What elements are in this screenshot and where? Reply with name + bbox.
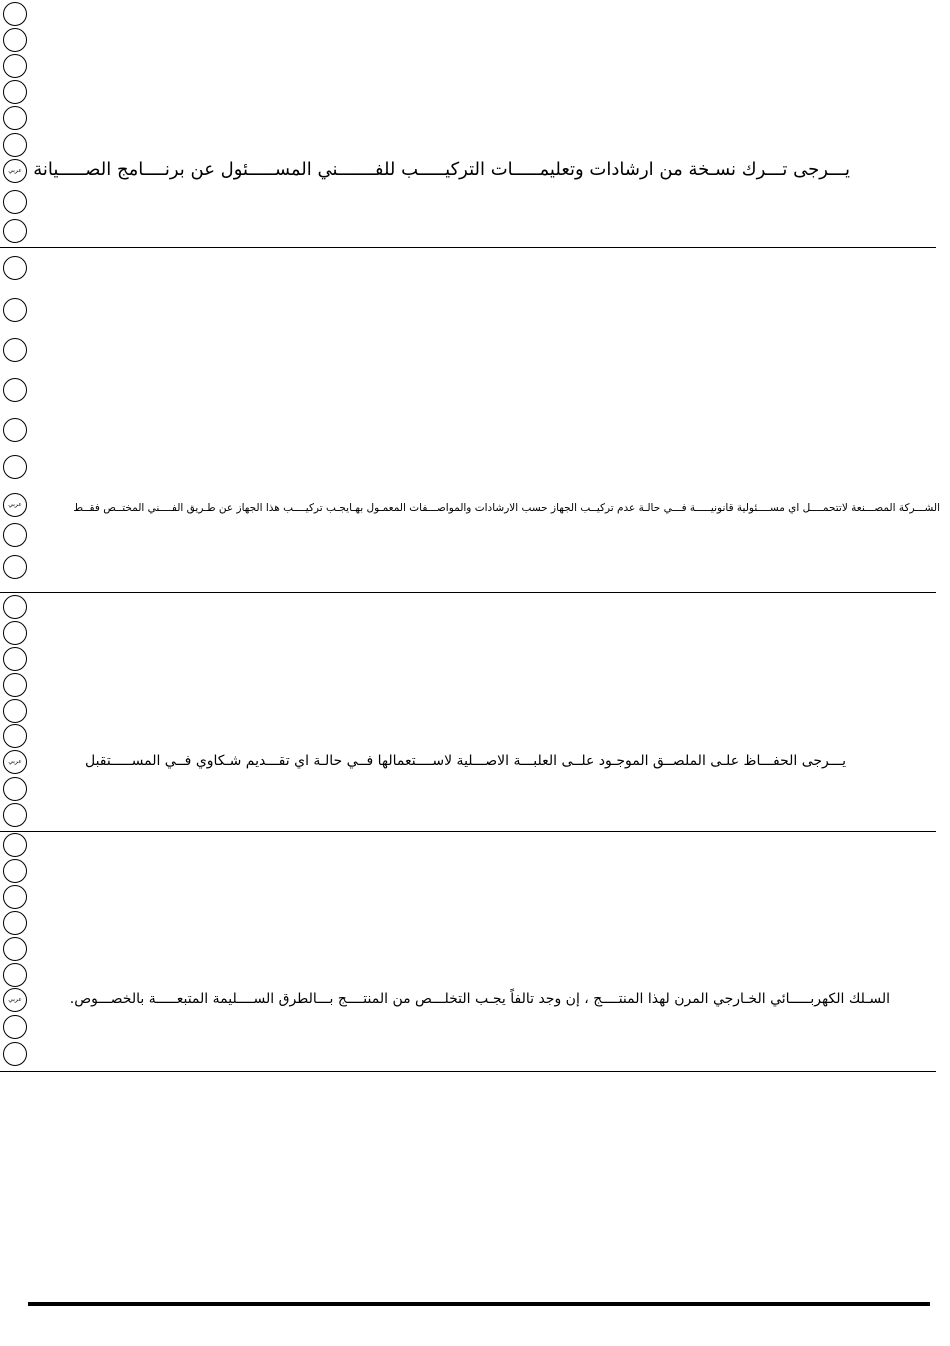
binding-hole — [3, 133, 27, 157]
section-divider — [0, 247, 936, 248]
arabic-language-tag: عربي — [3, 988, 27, 1012]
binding-hole — [3, 885, 27, 909]
binding-hole — [3, 647, 27, 671]
instruction-text-4: السـلك الكهربـــــائي الخـارجي المرن لهذا المنتــــج ، إن وجد تالفاً يجـب التخلـــص من المنتــــج بـــالطرق الســــليمة المتبعـــــة بالخصـــوص. — [69, 991, 890, 1007]
section-divider — [0, 592, 936, 593]
binding-hole — [3, 833, 27, 857]
binding-hole — [3, 298, 27, 322]
binding-hole — [3, 256, 27, 280]
binding-hole — [3, 911, 27, 935]
binding-hole — [3, 777, 27, 801]
binding-hole — [3, 803, 27, 827]
section-divider — [0, 831, 936, 832]
binding-hole — [3, 555, 27, 579]
binding-hole — [3, 595, 27, 619]
binding-hole — [3, 378, 27, 402]
arabic-language-tag: عربي — [3, 159, 27, 183]
binding-hole — [3, 1042, 27, 1066]
binding-hole — [3, 106, 27, 130]
binding-hole — [3, 190, 27, 214]
binding-hole — [3, 219, 27, 243]
binding-hole — [3, 523, 27, 547]
binding-hole — [3, 418, 27, 442]
binding-hole — [3, 937, 27, 961]
binding-hole — [3, 1015, 27, 1039]
footer-rule — [28, 1302, 930, 1306]
binding-hole — [3, 621, 27, 645]
binding-hole — [3, 80, 27, 104]
binding-hole — [3, 859, 27, 883]
arabic-language-tag: عربي — [3, 750, 27, 774]
binding-hole — [3, 2, 27, 26]
instruction-text-3: يـــرجى الحفـــاظ علـى الملصــق الموجـود علــى العلبـــة الاصـــلية لاســــتعمالها فــي حالـة اي تقـــديم شـكاوي فــي المســـــتقبل — [84, 753, 846, 769]
binding-hole — [3, 724, 27, 748]
instruction-text-1: يـــرجى تـــرك نسـخة من ارشادات وتعليمـــــات التركيـــــب للفـــــــني المســـــئول عن برنــــامج الصـــــيانة — [33, 159, 850, 180]
binding-hole — [3, 963, 27, 987]
arabic-language-tag: عربي — [3, 493, 27, 517]
binding-hole — [3, 28, 27, 52]
section-divider — [0, 1071, 936, 1072]
instruction-text-2: الشـــركة المصـــنعة لاتتحمــــل اي مســــئولية قانونيـــــة فـــي حالـة عدم تركيــب الجهاز حسب الارشادات والمواصـــفات المعمـول بهـايجـب تركيــــب هذا الجهاز عن طـريق الفــــني المختــص فقــط — [73, 502, 940, 514]
binding-hole — [3, 338, 27, 362]
binding-hole — [3, 455, 27, 479]
binding-hole — [3, 673, 27, 697]
binding-hole — [3, 699, 27, 723]
binding-hole — [3, 54, 27, 78]
